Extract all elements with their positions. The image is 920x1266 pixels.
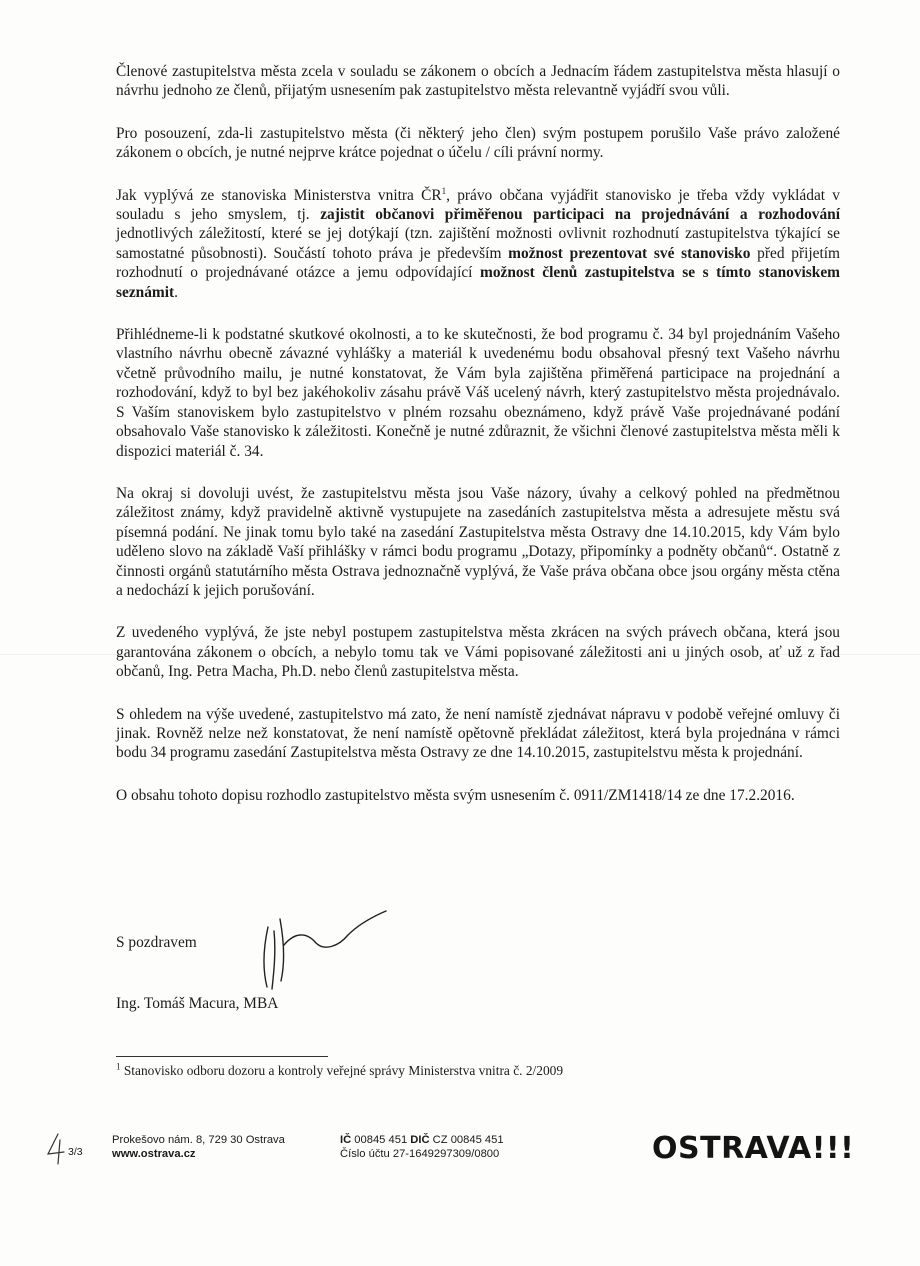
ostrava-logo: OSTRAVA!!! [652,1131,855,1166]
text-run: Přihlédneme-li k podstatné skutkové okolnosti, a to ke skutečnosti, že bod programu č. 34 byl projednáním Vašeho vlastního návrhu obecně závazné vyhlášky a materiál k uvedenému bodu obsahoval přesný text Vašeho návrhu včetně průvodního mailu, je nutné konstatovat, že Vám byla zajištěna přiměřená participace na projednání a rozhodování, když to byl bez jakéhokoliv zásahu právě Váš ucelený návrh, který zastupitelstvo města projednávalo. S Vaším stanoviskem bylo zastupitelstvo v plném rozsahu obeznámeno, když právě Vaše projednávané podání obsahovalo Vaše stanovisko k záležitosti. Konečně je nutné zdůraznit, že všichni členové zastupitelstva města měli k dispozici materiál č. 34. [116,326,840,460]
letter-paragraph [116,705,840,763]
text-run: Z uvedeného vyplývá, že jste nebyl postupem zastupitelstva města zkrácen na svých právech občana, která jsou garantována zákonem o obcích, a nebylo tomu tak ve Vámi popisované záležitosti ani u jiných osob, ať už z řad občanů, Ing. Petra Macha, Ph.D. nebo členů zastupitelstva města. [116,624,840,681]
page-number: 3/3 [68,1146,83,1158]
bold-text: zajistit občanovi přiměřenou participaci na projednávání a rozhodování [320,206,840,224]
letter-paragraph [116,186,840,302]
page-footer [0,1128,920,1178]
text-run: Na okraj si dovoluji uvést, že zastupitelstvu města jsou Vaše názory, úvahy a celkový pohled na předmětnou záležitost známy, když pravidelně aktivně vystupujete na zasedáních zastupitelstva města a adresujete městu svá písemná podání. Ne jinak tomu bylo také na zasedání Zastupitelstva města Ostravy dne 14.10.2015, kdy Vám bylo uděleno slovo na základě Vaší přihlášky v rámci bodu programu „Dotazy, připomínky a podněty občanů“. Ostatně z činnosti orgánů statutárního města Ostrava jednoznačně vyplývá, že Vaše práva občana obce jsou orgány města ctěna a nedochází k jejich porušování. [116,484,840,599]
text-run: Členové zastupitelstva města zcela v souladu se zákonem o obcích a Jednacím řádem zastupitelstva města hlasují o návrhu jednoho ze členů, přijatým usnesením pak zastupitelstvo města relevantně vyjádří svou vůli. [116,63,840,100]
handwritten-signature [250,905,400,995]
text-run: O obsahu tohoto dopisu rozhodlo zastupitelstvo města svým usnesením č. 0911/ZM1418/14 ze dne 17.2.2016. [116,786,795,804]
letter-paragraph [116,484,840,600]
text-run: . [174,283,178,301]
text-run: S ohledem na výše uvedené, zastupitelstvo má zato, že není namístě zjednávat nápravu v podobě veřejné omluvy či jinak. Rovněž nelze než konstatovat, že není namístě opětovně překládat záležitost, která byla projednána v rámci bodu 34 programu zasedání Zastupitelstva města Ostravy ze dne 14.10.2015, zastupitelstvu města k projednání. [116,705,840,762]
letter-body [116,62,840,828]
footer-website: www.ostrava.cz [112,1148,196,1160]
dic-value: CZ 00845 451 [429,1134,504,1146]
signer-name: Ing. Tomáš Macura, MBA [116,995,279,1012]
footer-tax-ids [340,1133,504,1147]
text-run: Jak vyplývá ze stanoviska Ministerstva vnitra ČR [116,186,442,204]
dic-label: DIČ [410,1134,430,1146]
footnote-text: Stanovisko odboru dozoru a kontroly veřejné správy Ministerstva vnitra č. 2/2009 [120,1063,564,1078]
ico-value: 00845 451 [351,1134,411,1146]
text-run: před přijetím rozhodnutí o projednávané otázce a jemu odpovídající [116,244,840,282]
text-run: , právo občana vyjádřit stanovisko je třeba vždy vykládat v souladu s jeho smyslem, tj. [116,186,840,224]
closing-greeting: S pozdravem [116,934,197,951]
letter-paragraph [116,623,840,681]
footer-address-block [112,1133,285,1161]
bold-text: možnost prezentovat své stanovisko [508,244,751,262]
letter-paragraph [116,124,840,163]
footer-identifiers [340,1133,504,1161]
bold-text: možnost členů zastupitelstva se s tímto stanoviskem seznámit [116,264,840,301]
footnote-divider [116,1056,328,1057]
footer-address: Prokešovo nám. 8, 729 30 Ostrava [112,1134,285,1146]
letter-paragraph [116,786,840,805]
handwritten-page-mark [44,1130,70,1166]
text-run: jednotlivých záležitostí, které se jej dotýkají (tzn. zajištění možnosti ovlivnit rozhodnutí zastupitelstva týkající se samostatné působnosti). Součástí tohoto práva je především [116,225,840,262]
footnote-mark: 1 [116,1061,121,1072]
letter-paragraph [116,325,840,461]
footnote-ref: 1 [441,185,447,196]
text-run: Pro posouzení, zda-li zastupitelstvo města (či některý jeho člen) svým postupem porušilo Vaše právo založené zákonem o obcích, je nutné nejprve krátce pojednat o účelu / cíli právní normy. [116,124,840,162]
ico-label: IČ [340,1134,352,1146]
footer-account: Číslo účtu 27-1649297309/0800 [340,1148,500,1160]
footnote [116,1063,563,1079]
letter-paragraph [116,62,840,101]
